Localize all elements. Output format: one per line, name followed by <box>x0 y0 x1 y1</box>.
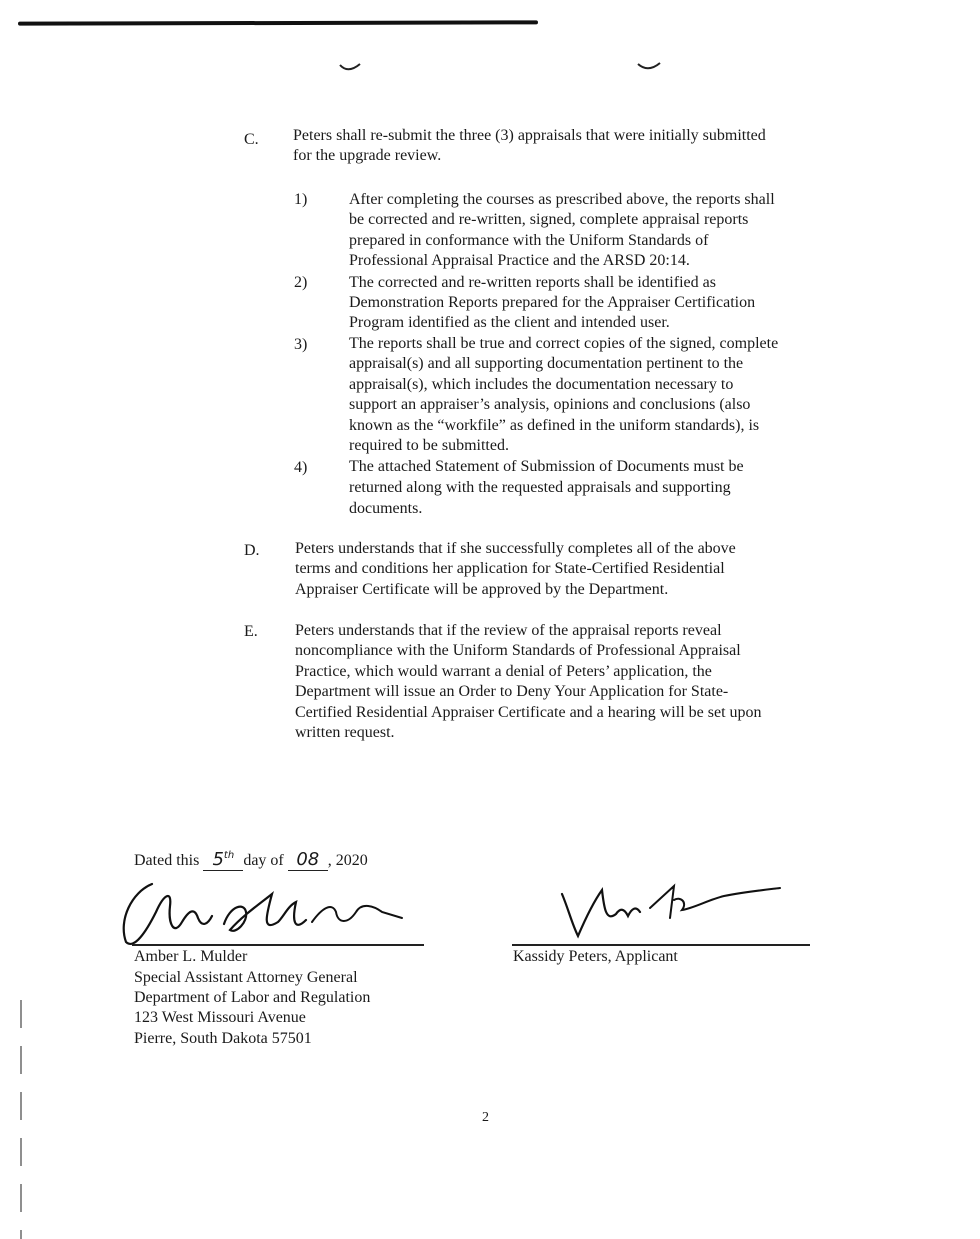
attorney-signature-line <box>132 944 424 946</box>
item-e-line: noncompliance with the Uniform Standards of Professional Appraisal <box>295 642 741 659</box>
subitem-line: The corrected and re-written reports shall be identified as <box>349 274 716 291</box>
applicant-name: Kassidy Peters, Applicant <box>513 948 678 965</box>
handwritten-day: 5th <box>203 846 243 871</box>
item-d-line: Peters understands that if she successfully completes all of the above <box>295 540 736 557</box>
item-d-line: Appraiser Certificate will be approved by the Department. <box>295 581 669 598</box>
item-e-line: Department will issue an Order to Deny Your Application for State- <box>295 683 729 700</box>
dated-middle: day of <box>243 852 284 869</box>
subitem-line: support an appraiser’s analysis, opinions and conclusions (also <box>349 396 751 413</box>
item-c-line: Peters shall re-submit the three (3) appraisals that were initially submitted <box>293 127 766 144</box>
item-label-c: C. <box>244 131 259 148</box>
subitem-line: appraisal(s) and all supporting documentation pertinent to the <box>349 355 744 372</box>
header-rule <box>18 20 538 25</box>
subitem-line: known as the “workfile” as defined in the uniform standards), is <box>349 417 760 434</box>
handwritten-month: 08 <box>288 850 328 871</box>
dated-prefix: Dated this <box>134 852 200 869</box>
attorney-name: Amber L. Mulder <box>134 948 248 965</box>
subitem-line: Demonstration Reports prepared for the Appraiser Certification <box>349 294 756 311</box>
subitem-number: 1) <box>294 191 308 208</box>
item-d-line: terms and conditions her application for State-Certified Residential <box>295 560 725 577</box>
item-e-line: written request. <box>295 724 395 741</box>
attorney-address-street: 123 West Missouri Avenue <box>134 1009 306 1026</box>
subitem-number: 4) <box>294 459 308 476</box>
applicant-signature <box>548 878 788 948</box>
attorney-address-city: Pierre, South Dakota 57501 <box>134 1030 312 1047</box>
subitem-line: The reports shall be true and correct copies of the signed, complete <box>349 335 779 352</box>
subitem-line: be corrected and re-written, signed, complete appraisal reports <box>349 211 749 228</box>
subitem-line: appraisal(s), which includes the documentation necessary to <box>349 376 734 393</box>
subitem-line: The attached Statement of Submission of Documents must be <box>349 458 744 475</box>
dated-line <box>134 846 368 871</box>
item-label-e: E. <box>244 623 258 640</box>
item-e-line: Certified Residential Appraiser Certificate and a hearing will be set upon <box>295 704 762 721</box>
applicant-signature-line <box>512 944 810 946</box>
check-mark-icon <box>338 60 364 76</box>
attorney-signature <box>112 872 412 952</box>
page-number: 2 <box>482 1110 489 1125</box>
scan-edge-marks <box>20 1000 22 1239</box>
subitem-line: required to be submitted. <box>349 437 509 454</box>
attorney-department: Department of Labor and Regulation <box>134 989 371 1006</box>
subitem-line: After completing the courses as prescribed above, the reports shall <box>349 191 775 208</box>
check-mark-icon <box>636 60 662 76</box>
item-e-line: Practice, which would warrant a denial of Peters’ application, the <box>295 663 712 680</box>
item-c-line: for the upgrade review. <box>293 147 442 164</box>
subitem-line: prepared in conformance with the Uniform Standards of <box>349 232 709 249</box>
subitem-number: 2) <box>294 274 308 291</box>
subitem-line: Professional Appraisal Practice and the ARSD 20:14. <box>349 252 690 269</box>
attorney-title: Special Assistant Attorney General <box>134 969 358 986</box>
subitem-line: documents. <box>349 500 423 517</box>
subitem-line: Program identified as the client and intended user. <box>349 314 670 331</box>
subitem-line: returned along with the requested appraisals and supporting <box>349 479 731 496</box>
subitem-number: 3) <box>294 336 308 353</box>
item-label-d: D. <box>244 542 260 559</box>
item-e-line: Peters understands that if the review of the appraisal reports reveal <box>295 622 722 639</box>
dated-suffix: , 2020 <box>327 852 368 869</box>
